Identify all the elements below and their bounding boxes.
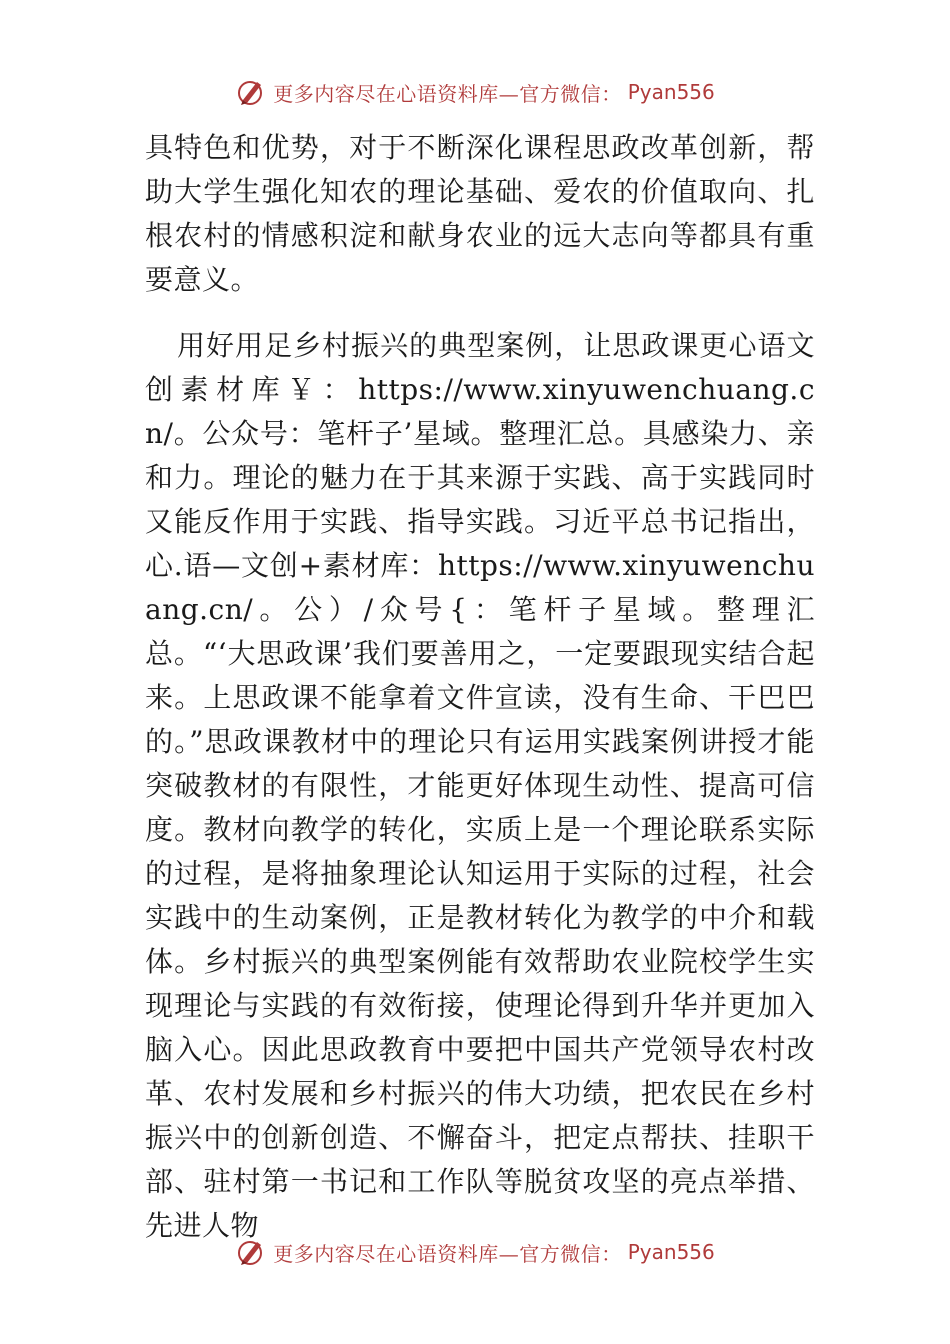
pen-logo-icon (235, 1236, 267, 1268)
header-banner-id: Pyan556 (627, 80, 715, 104)
paragraph-2: 用好用足乡村振兴的典型案例，让思政课更心语文创素材库￥：https://www.xinyuwenchuang.cn/。公众号：笔杆子’星域。整理汇总。具感染力、亲和力。理论的魅力在于其来源于实践、高于实践同时又能反作用于实践、指导实践。习近平总书记指出，心.语—文创+素材库：https://www.xinyuwenchuang.cn/。公）/众号{：笔杆子星域。整理汇总。“‘大思政课’我们要善用之，一定要跟现实结合起来。上思政课不能拿着文件宣读，没有生命、干巴巴的。”思政课教材中的理论只有运用实践案例讲授才能突破教材的有限性，才能更好体现生动性、提高可信度。教材向教学的转化，实质上是一个理论联系实际的过程，是将抽象理论认知运用于实际的过程，社会实践中的生动案例，正是教材转化为教学的中介和载体。乡村振兴的典型案例能有效帮助农业院校学生实现理论与实践的有效衔接，使理论得到升华并更加入脑入心。因此思政教育中要把中国共产党领导农村改革、农村发展和乡村振兴的伟大功绩，把农民在乡村振兴中的创新创造、不懈奋斗，把定点帮扶、挂职干部、驻村第一书记和工作队等脱贫攻坚的亮点举措、先进人物 (145, 329, 815, 1242)
pen-logo-icon (235, 76, 267, 108)
header-banner (0, 72, 950, 112)
paragraph-1: 具特色和优势，对于不断深化课程思政改革创新，帮助大学生强化知农的理论基础、爱农的价值取向、扎根农村的情感积淀和献身农业的远大志向等都具有重要意义。 (145, 131, 815, 296)
document-body (145, 126, 815, 1248)
header-banner-text: 更多内容尽在心语资料库—官方微信： (273, 81, 622, 106)
footer-banner-text: 更多内容尽在心语资料库—官方微信： (273, 1241, 622, 1266)
footer-banner-id: Pyan556 (627, 1240, 715, 1264)
footer-banner (0, 1232, 950, 1272)
